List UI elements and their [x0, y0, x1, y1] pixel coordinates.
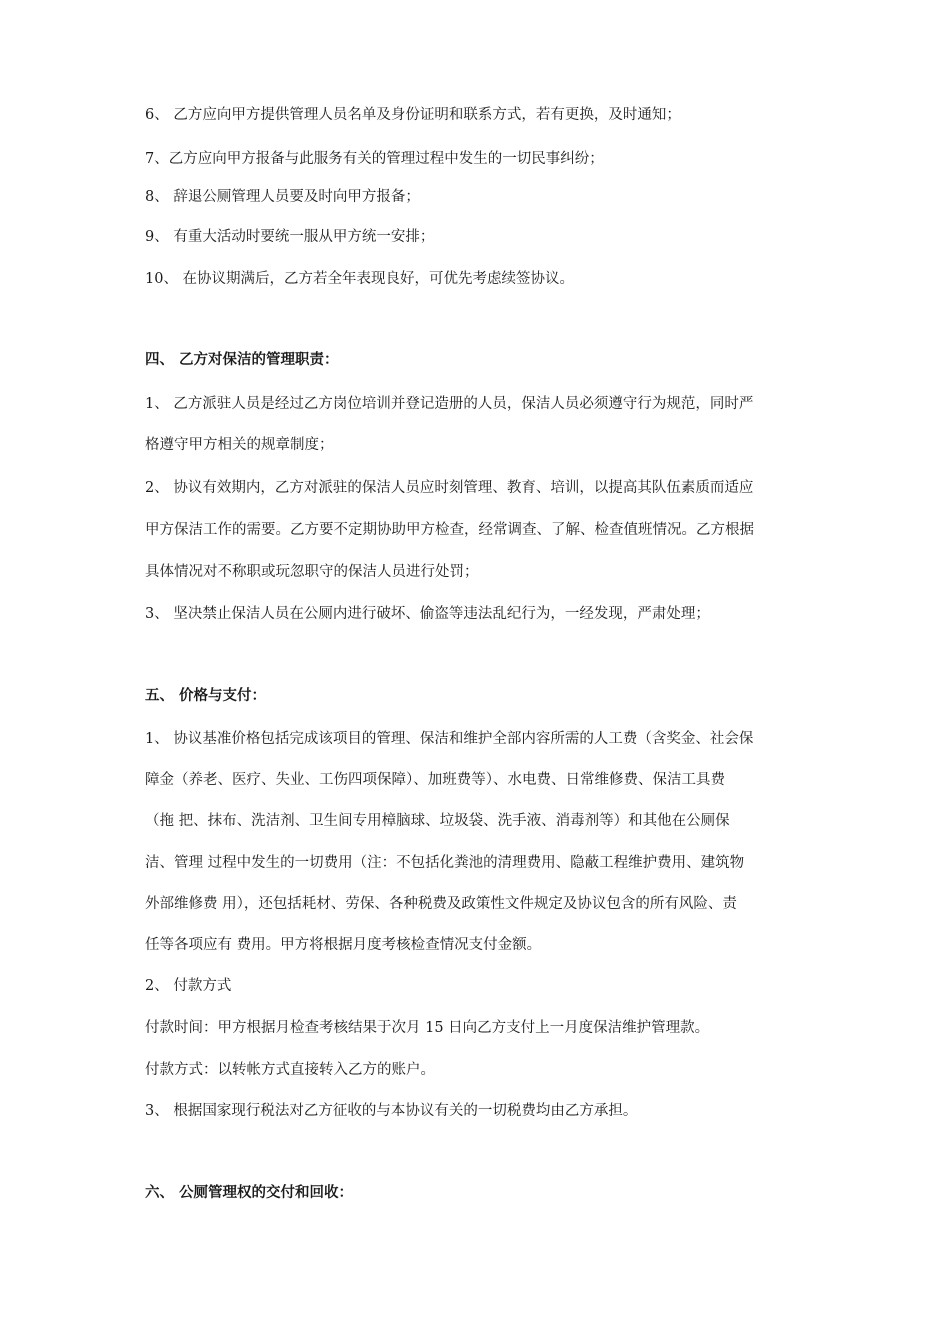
paragraph-line: 1、 乙方派驻人员是经过乙方岗位培训并登记造册的人员，保洁人员必须遵守行为规范，同时严	[145, 396, 754, 412]
section-heading: 四、 乙方对保洁的管理职责：	[145, 351, 339, 368]
paragraph-line: 甲方保洁工作的需要。乙方要不定期协助甲方检查，经常调查、了解、检查值班情况。乙方根据	[145, 522, 754, 538]
paragraph-line: 障金（养老、医疗、失业、工伤四项保障）、加班费等）、水电费、日常维修费、保洁工具费	[145, 772, 725, 788]
section-heading: 五、 价格与支付：	[145, 687, 267, 704]
paragraph-line: 付款方式：以转帐方式直接转入乙方的账户。	[145, 1062, 435, 1078]
paragraph-line: 具体情况对不称职或玩忽职守的保洁人员进行处罚；	[145, 564, 479, 580]
paragraph-line: 付款时间：甲方根据月检查考核结果于次月 15 日向乙方支付上一月度保洁维护管理款。	[145, 1020, 710, 1036]
paragraph-line: 洁、管理 过程中发生的一切费用（注：不包括化粪池的清理费用、隐蔽工程维护费用、建筑物	[145, 855, 745, 871]
paragraph-line: 2、 协议有效期内，乙方对派驻的保洁人员应时刻管理、教育、培训，以提高其队伍素质而适应	[145, 480, 754, 496]
paragraph-line: 格遵守甲方相关的规章制度；	[145, 437, 334, 453]
paragraph-line: （拖 把、抹布、洗洁剂、卫生间专用樟脑球、垃圾袋、洗手液、消毒剂等）和其他在公厕保	[145, 813, 730, 829]
paragraph-line: 外部维修费 用），还包括耗材、劳保、各种税费及政策性文件规定及协议包含的所有风险、责	[145, 896, 737, 912]
section-heading: 六、 公厕管理权的交付和回收：	[145, 1184, 354, 1201]
paragraph-line: 1、 协议基准价格包括完成该项目的管理、保洁和维护全部内容所需的人工费（含奖金、社会保	[145, 731, 754, 747]
clause-line: 6、 乙方应向甲方提供管理人员名单及身份证明和联系方式，若有更换，及时通知；	[145, 107, 681, 123]
clause-line: 8、 辞退公厕管理人员要及时向甲方报备；	[145, 189, 420, 205]
paragraph-line: 3、 根据国家现行税法对乙方征收的与本协议有关的一切税费均由乙方承担。	[145, 1103, 638, 1119]
paragraph-line: 3、 坚决禁止保洁人员在公厕内进行破坏、偷盗等违法乱纪行为，一经发现，严肃处理；	[145, 606, 710, 622]
clause-line: 9、 有重大活动时要统一服从甲方统一安排；	[145, 229, 435, 245]
paragraph-line: 2、 付款方式	[145, 978, 232, 994]
clause-line: 7、乙方应向甲方报备与此服务有关的管理过程中发生的一切民事纠纷；	[145, 151, 604, 167]
paragraph-line: 任等各项应有 费用。甲方将根据月度考核检查情况支付金额。	[145, 937, 542, 953]
clause-line: 10、 在协议期满后，乙方若全年表现良好，可优先考虑续签协议。	[145, 271, 575, 287]
